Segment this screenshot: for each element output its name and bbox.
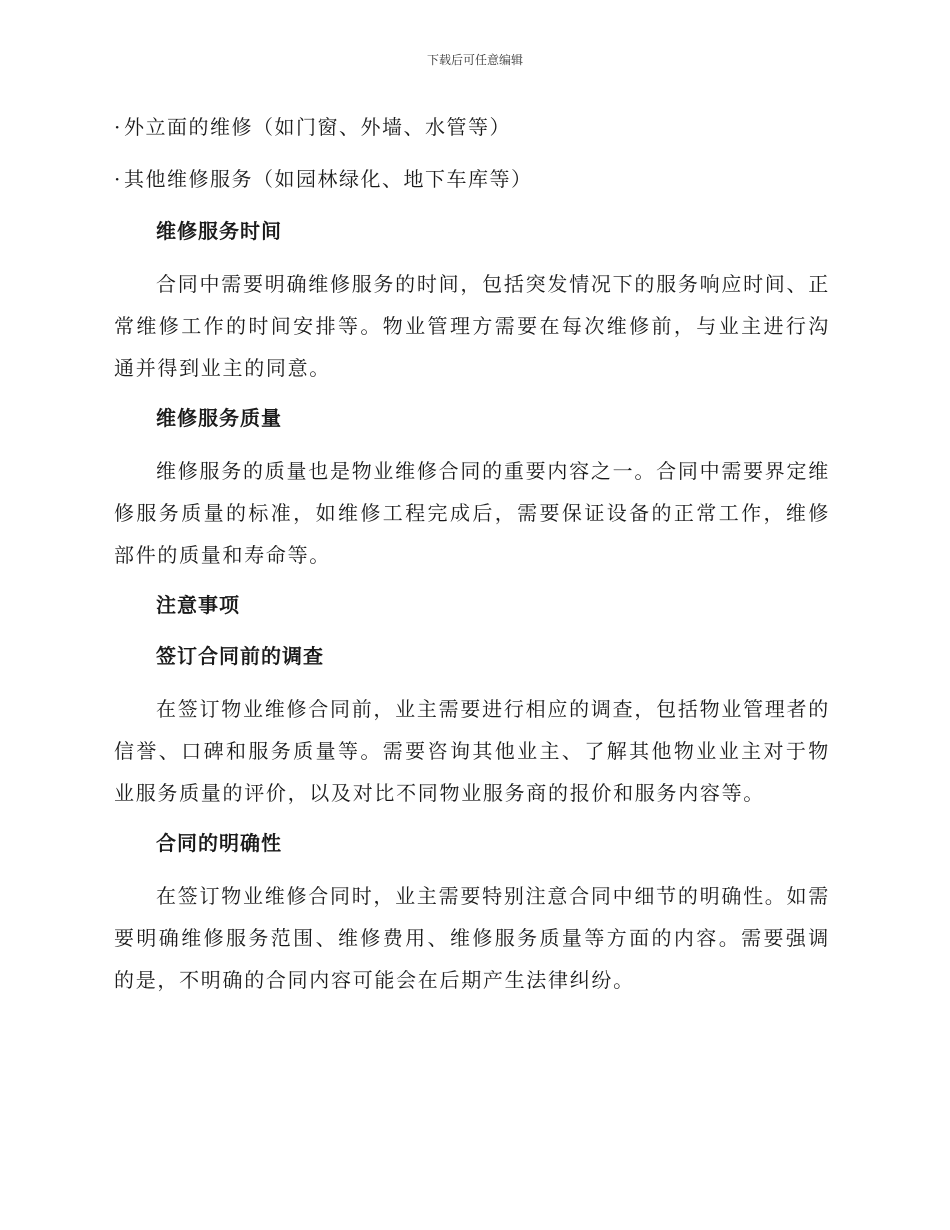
section-heading-service-time: 维修服务时间 [156, 219, 282, 243]
document-body [114, 108, 830, 1011]
section-heading-pre-signing: 签订合同前的调查 [156, 644, 324, 668]
section-heading-clarity: 合同的明确性 [156, 831, 282, 855]
bullet-text: 外立面的维修（如门窗、外墙、水管等） [124, 115, 511, 139]
paragraph-service-quality: 维修服务的质量也是物业维修合同的重要内容之一。合同中需要界定维修服务质量的标准，如维修工程完成后，需要保证设备的正常工作，维修部件的质量和寿命等。 [114, 459, 830, 567]
paragraph-pre-signing: 在签订物业维修合同前，业主需要进行相应的调查，包括物业管理者的信誉、口碑和服务质量等。需要咨询其他业主、了解其他物业业主对于物业服务质量的评价，以及对比不同物业服务商的报价和服务内容等。 [114, 697, 830, 805]
bullet-item [114, 160, 830, 198]
bullet-marker: · [114, 115, 122, 139]
section-heading-notes: 注意事项 [156, 593, 240, 617]
bullet-marker: · [114, 167, 122, 191]
bullet-text: 其他维修服务（如园林绿化、地下车库等） [124, 167, 533, 191]
section-heading-service-quality: 维修服务质量 [156, 406, 282, 430]
bullet-item [114, 108, 830, 146]
paragraph-clarity: 在签订物业维修合同时，业主需要特别注意合同中细节的明确性。如需要明确维修服务范围、维修费用、维修服务质量等方面的内容。需要强调的是，不明确的合同内容可能会在后期产生法律纠纷。 [114, 884, 830, 992]
paragraph-service-time: 合同中需要明确维修服务的时间，包括突发情况下的服务响应时间、正常维修工作的时间安排等。物业管理方需要在每次维修前，与业主进行沟通并得到业主的同意。 [114, 272, 830, 380]
page-header: 下载后可任意编辑 [426, 53, 523, 67]
